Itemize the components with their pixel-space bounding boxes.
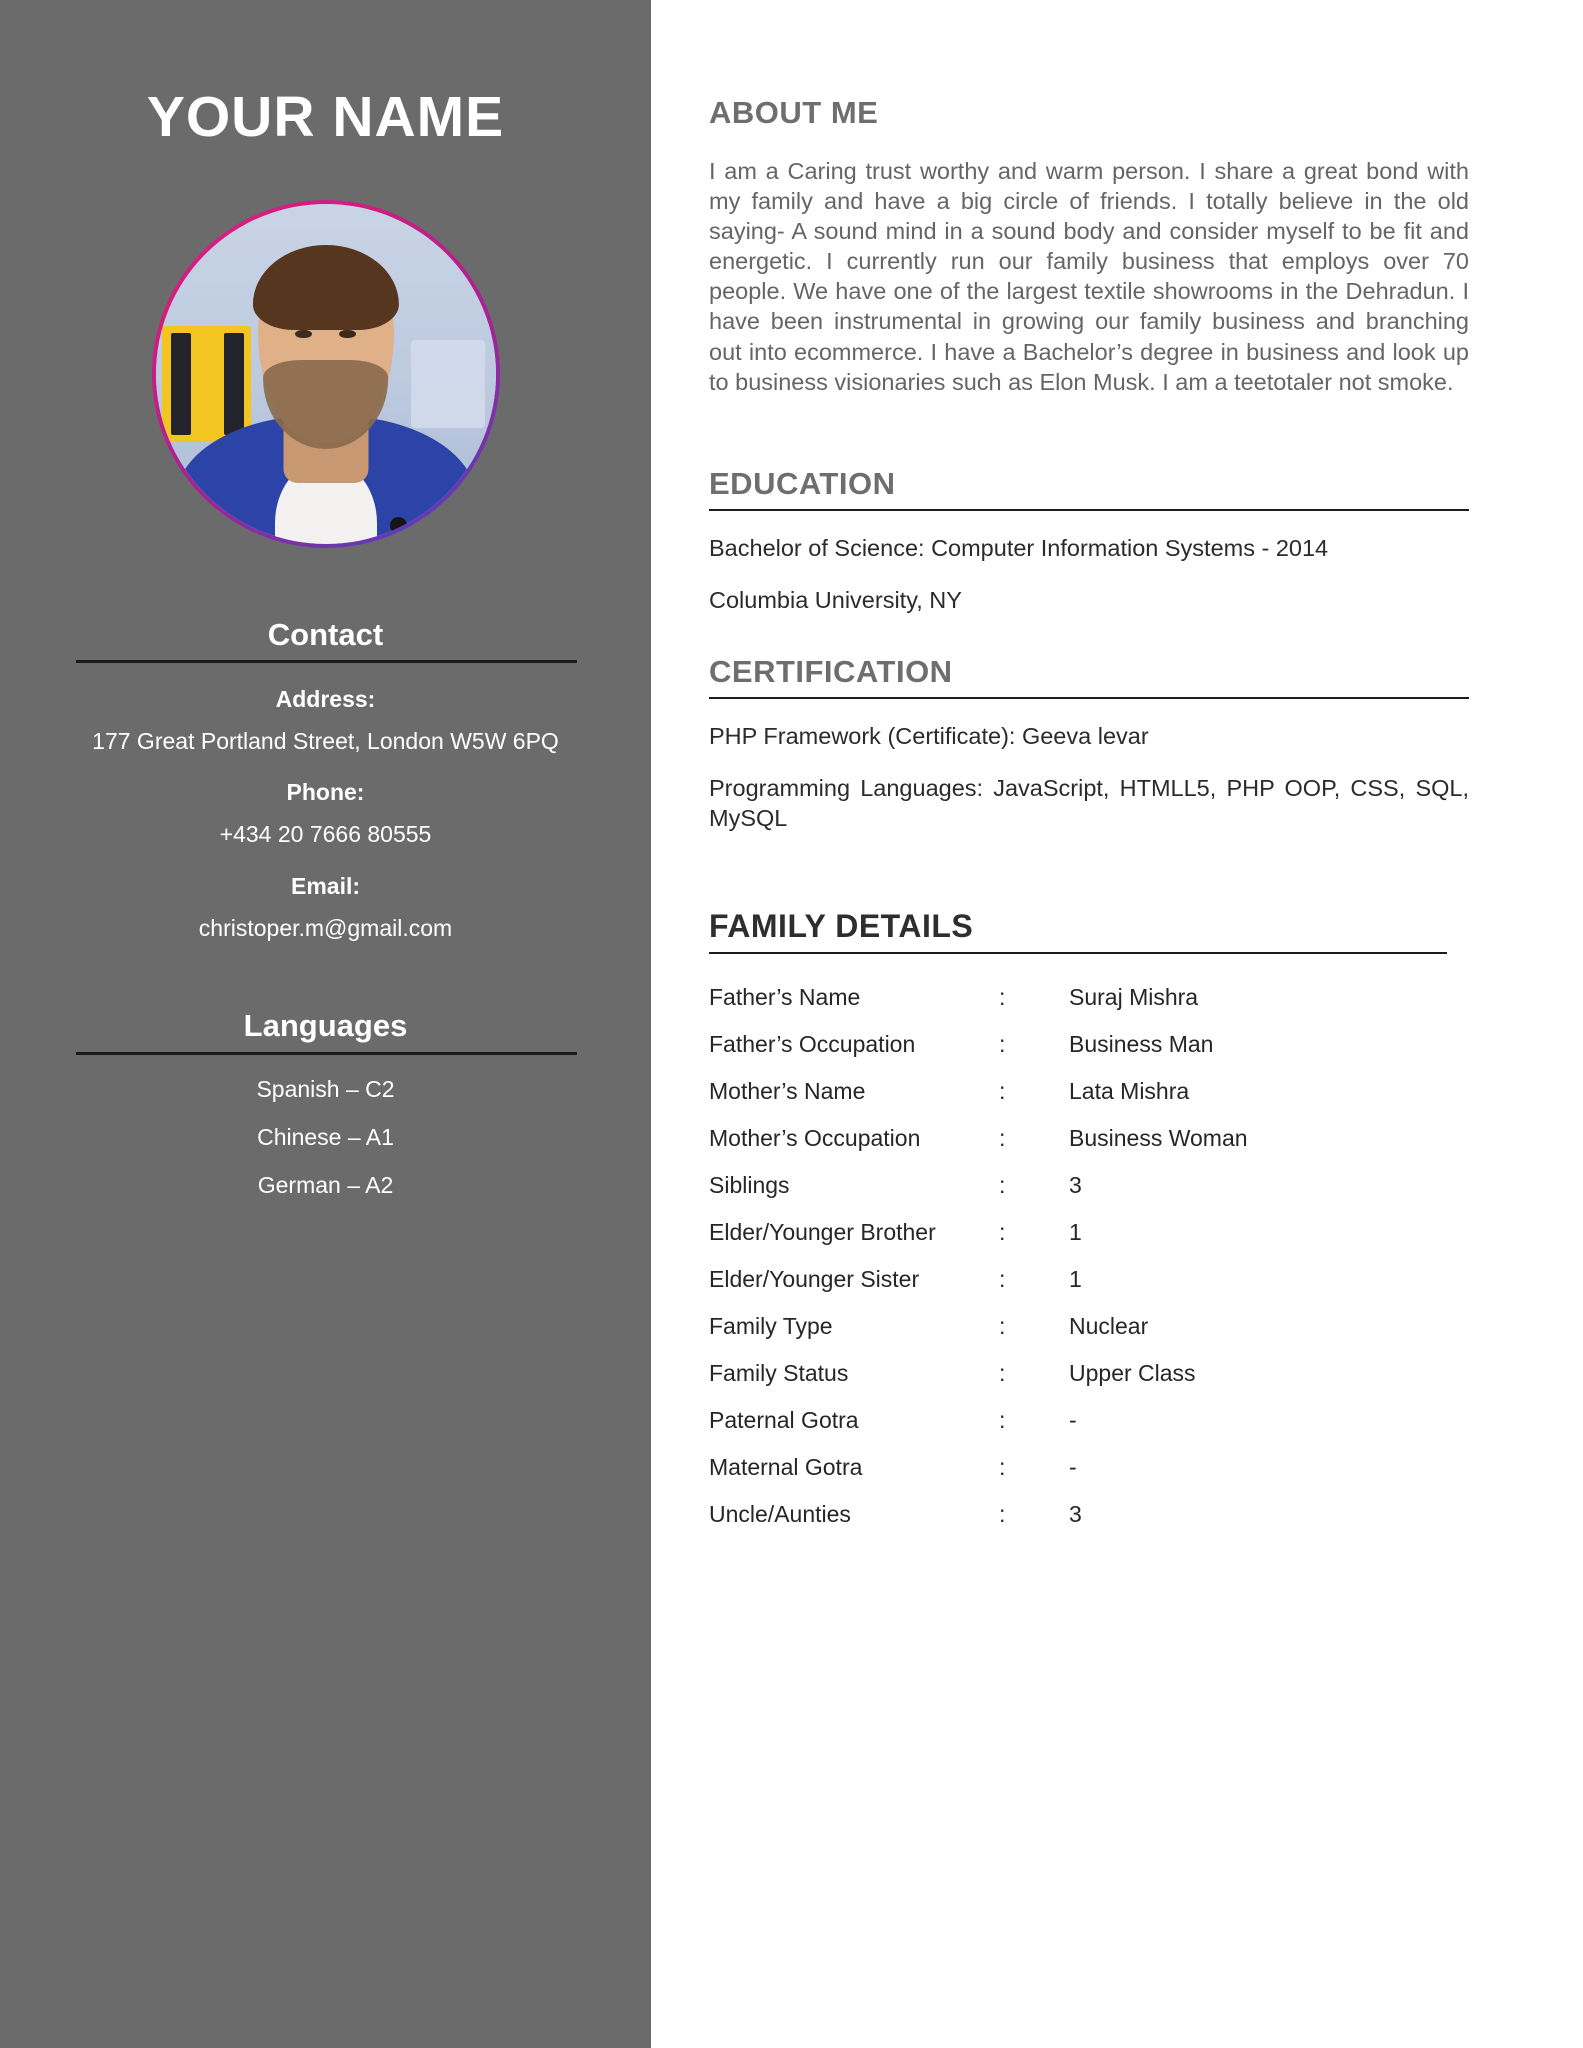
education-heading: EDUCATION [709,465,896,501]
education-section [709,467,1469,615]
row-separator: : [999,1313,1006,1340]
email-value[interactable]: christoper.m@gmail.com [198,914,453,941]
education-divider [709,509,1469,511]
row-value: 3 [1069,1172,1082,1199]
main-content [651,0,1583,2048]
row-label: Maternal Gotra [709,1454,863,1481]
address-value: 177 Great Portland Street, London W5W 6PQ [92,728,559,755]
email-label: Email: [290,872,361,899]
list-item: Spanish – C2 [256,1075,395,1102]
table-row [709,974,1469,1021]
table-row [709,1068,1469,1115]
row-separator: : [999,1454,1006,1481]
certification-divider [709,697,1469,699]
row-label: Siblings [709,1172,790,1199]
certification-item: Programming Languages: JavaScript, HTMLL5, PHP OOP, CSS, SQL, MySQL [709,775,1469,832]
about-heading: ABOUT ME [709,95,879,130]
address-label: Address: [275,686,376,713]
table-row [709,1115,1469,1162]
row-label: Uncle/Aunties [709,1501,851,1528]
row-value: Business Man [1069,1031,1214,1058]
row-value: - [1069,1407,1077,1434]
page-title: YOUR NAME [146,85,505,149]
row-value: Business Woman [1069,1125,1248,1152]
languages-section [0,1007,651,1198]
photo-banner-right [411,340,486,428]
table-row [709,1397,1469,1444]
row-separator: : [999,1078,1006,1105]
row-value: 1 [1069,1266,1082,1293]
row-value: Upper Class [1069,1360,1196,1387]
table-row [709,1209,1469,1256]
row-value: Nuclear [1069,1313,1149,1340]
row-value: Lata Mishra [1069,1078,1190,1105]
row-value: Suraj Mishra [1069,984,1199,1011]
list-item: Chinese – A1 [257,1123,394,1150]
about-section [709,96,1469,397]
contact-section [0,616,651,944]
avatar [152,200,500,548]
row-label: Mother’s Occupation [709,1125,921,1152]
certification-item: PHP Framework (Certificate): Geeva levar [709,723,1149,750]
table-row [709,1444,1469,1491]
row-separator: : [999,1031,1006,1058]
languages-heading: Languages [243,1008,408,1044]
contact-heading: Contact [267,616,384,652]
phone-value[interactable]: +434 20 7666 80555 [219,821,432,848]
row-separator: : [999,1360,1006,1387]
row-label: Father’s Name [709,984,861,1011]
table-row [709,1350,1469,1397]
row-separator: : [999,1125,1006,1152]
row-label: Mother’s Name [709,1078,866,1105]
row-value: 3 [1069,1501,1082,1528]
contact-divider [76,660,577,663]
family-details-section [709,909,1469,1538]
certification-heading: CERTIFICATION [709,653,953,689]
family-details-divider [709,952,1447,954]
family-details-body [709,974,1469,1538]
row-separator: : [999,1501,1006,1528]
row-separator: : [999,984,1006,1011]
row-separator: : [999,1266,1006,1293]
languages-divider [76,1052,577,1055]
sidebar [0,0,651,2048]
photo-lapel-pin [390,517,407,534]
row-label: Family Type [709,1313,833,1340]
row-value: 1 [1069,1219,1082,1246]
row-label: Elder/Younger Sister [709,1266,920,1293]
certification-section [709,655,1469,833]
family-details-heading: FAMILY DETAILS [709,908,974,945]
education-degree: Bachelor of Science: Computer Information Systems - 2014 [709,534,1329,561]
row-separator: : [999,1172,1006,1199]
row-separator: : [999,1407,1006,1434]
row-label: Paternal Gotra [709,1407,859,1434]
education-school: Columbia University, NY [709,586,962,613]
table-row [709,1256,1469,1303]
table-row [709,1491,1469,1538]
row-label: Family Status [709,1360,849,1387]
table-row [709,1303,1469,1350]
about-text: I am a Caring trust worthy and warm person. I share a great bond with my family and have a big circle of friends. I totally believe in the old saying- A sound mind in a sound body and consider myself to be fit and energetic. I currently run our family business that employs over 70 people. We have one of the largest textile showrooms in the Dehradun. I have been instrumental in growing our family business and branching out into ecommerce. I have a Bachelor’s degree in business and look up to business visionaries such as Elon Musk. I am a teetotaler not smoke. [709,158,1469,395]
row-separator: : [999,1219,1006,1246]
photo-banner-left [162,326,250,442]
row-label: Father’s Occupation [709,1031,916,1058]
row-value: - [1069,1454,1077,1481]
phone-label: Phone: [286,779,365,806]
table-row [709,1162,1469,1209]
table-row [709,1021,1469,1068]
profile-photo [156,204,496,544]
row-label: Elder/Younger Brother [709,1219,936,1246]
family-details-table [709,974,1469,1538]
list-item: German – A2 [257,1171,394,1198]
